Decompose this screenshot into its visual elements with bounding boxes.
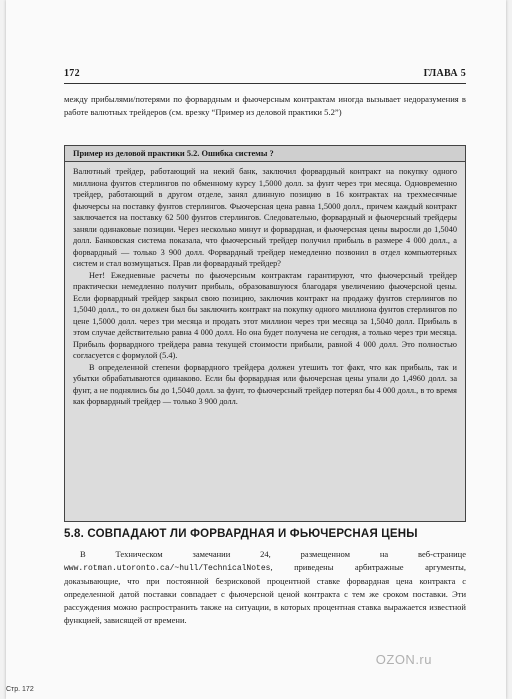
viewer-page-label: Стр. 172 <box>6 686 34 693</box>
ozon-watermark: OZON.ru <box>375 652 432 667</box>
section-heading: 5.8. СОВПАДАЮТ ЛИ ФОРВАРДНАЯ И ФЬЮЧЕРСНАЯ ЦЕНЫ <box>64 528 418 540</box>
chapter-title: ГЛАВА 5 <box>423 68 466 79</box>
case-study-box <box>64 145 466 522</box>
header-rule <box>64 83 466 84</box>
page-header <box>64 68 466 79</box>
section-paragraph <box>64 548 466 627</box>
intro-paragraph: между прибылями/потерями по форвардным и фьючерсным контрактам иногда вызывает недоразумения в работе валютных трейдеров (см. врезку “Пример из деловой практики 5.2”) <box>64 94 466 117</box>
case-study-paragraph-2: Нет! Ежедневные расчеты по фьючерсным контрактам гарантируют, что фьючерсный трейдер практически немедленно получит прибыль, образовавшуюся благодаря увеличению фьючерсной цены. Если форвардный трейдер закрыл свою позицию, заключив контракт на продажу фунтов стерлингов по 1,5040 долл., то он должен был бы заключить контракт на покупку одного миллиона фунтов стерлингов по цене 1,5000 долл. через три месяца и продать этот миллион через три месяца за 1,5040 долл. Прибыль в этом случае действительно равна 4 000 долл. Но она будет получена не сегодня, а только через три месяца. Прибыль форвардного трейдера равна текущей стоимости прибыли, равной 4 000 долл. Это полностью согласуется с формулой (5.4). <box>73 270 457 360</box>
case-study-body <box>65 162 465 408</box>
case-study-paragraph-1: Валютный трейдер, работающий на некий банк, заключил форвардный контракт на покупку одного миллиона фунтов стерлингов по обменному курсу 1,5000 долл. за фунт через три месяца. Одновременно трейдер, работающий в другом отделе, занял длинную позицию в 16 контрактах на трехмесячные фьючерсы на поставку фунтов стерлингов. Фьючерсная цена равна 1,5000 долл., причем каждый контракт заключается на поставку 62 500 фунтов стерлингов. Следовательно, форвардный и фьючерсный трейдеры заняли одинаковые позиции. Через несколько минут и форвардная, и фьючерсная цены выросли до 1,5040 долл. Банковская система показала, что фьючерсный трейдер получил прибыль в размере 4 000 долл., а форвардный — только 3 900 долл. Форвардный трейдер немедленно позвонил в отдел компьютерных систем и стал возмущаться. Прав ли форвардный трейдер? <box>73 167 457 268</box>
section-text-end: , приведены арбитражные аргументы, доказывающие, что при постоянной безрисковой процентной ставке форвардная цена контракта с определенной датой поставки совпадает с фьючерсной ценой контракта с тем же сроком поставки. Эти рассуждения можно распространить также на ситуации, в которых процентная ставка выражается известной функцией, зависящей от времени. <box>64 562 466 625</box>
book-page <box>6 0 506 699</box>
technical-notes-url: www.rotman.utoronto.ca/~hull/TechnicalNotes <box>64 564 271 573</box>
page-number: 172 <box>64 68 80 79</box>
case-study-title: Пример из деловой практики 5.2. Ошибка системы ? <box>65 146 465 162</box>
section-text-start: В Техническом замечании 24, размещенном на веб-странице <box>80 549 466 559</box>
case-study-paragraph-3: В определенной степени форвардного трейдера должен утешить тот факт, что как прибыль, так и убытки обрабатываются одинаково. Если бы форвардная или фьючерсная цены упали до 1,4960 долл. за фунт, а не поднялись бы до 1,5040 долл. за фунт, то фьючерсный трейдер потерял бы 4 000 долл., в то время как форвардный трейдер — только 3 900 долл. <box>73 362 457 406</box>
